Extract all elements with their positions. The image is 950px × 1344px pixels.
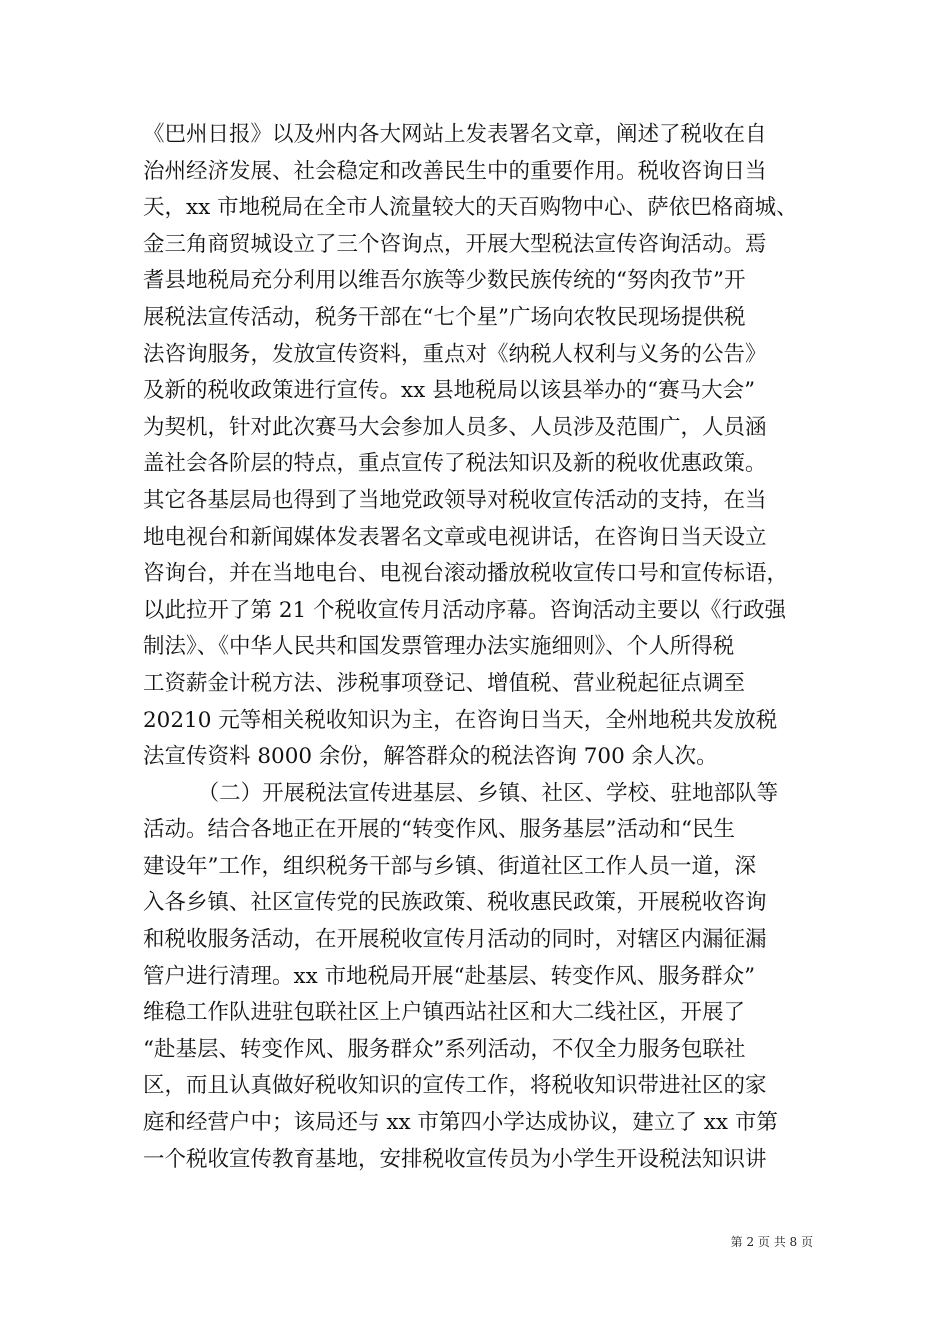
text-line: 以此拉开了第 21 个税收宣传月活动序幕。咨询活动主要以《行政强 <box>143 597 787 623</box>
text-line: 和税收服务活动，在开展税收宣传月活动的同时，对辖区内漏征漏 <box>143 927 767 953</box>
text-line: 制法》、《中华人民共和国发票管理办法实施细则》、个人所得税 <box>143 634 735 660</box>
text-line: 其它各基层局也得到了当地党政领导对税收宣传活动的支持，在当 <box>143 487 767 513</box>
text-line: 维稳工作队进驻包联社区上户镇西站社区和大二线社区，开展了 <box>143 1000 746 1026</box>
body-text <box>143 117 813 1178</box>
text-line: 盖社会各阶层的特点，重点宣传了税法知识及新的税收优惠政策。 <box>143 451 767 477</box>
text-line: 天，xx 市地税局在全市人流量较大的天百购物中心、萨依巴格商城、 <box>143 195 798 221</box>
text-line: 耆县地税局充分利用以维吾尔族等少数民族传统的“努肉孜节”开 <box>143 268 746 294</box>
text-line: 及新的税收政策进行宣传。xx 县地税局以该县举办的“赛马大会” <box>143 378 756 404</box>
text-line: 为契机，针对此次赛马大会参加人员多、人员涉及范围广，人员涵 <box>143 414 767 440</box>
text-line: 庭和经营户中；该局还与 xx 市第四小学达成协议，建立了 xx 市第 <box>143 1110 778 1136</box>
text-line: 20210 元等相关税收知识为主，在咨询日当天，全州地税共发放税 <box>143 707 778 733</box>
text-line: 法宣传资料 8000 余份，解答群众的税法咨询 700 余人次。 <box>143 744 718 770</box>
text-line: 区，而且认真做好税收知识的宣传工作，将税收知识带进社区的家 <box>143 1073 767 1099</box>
text-line: （二）开展税法宣传进基层、乡镇、社区、学校、驻地部队等 <box>143 780 779 806</box>
text-line: 管户进行清理。xx 市地税局开展“赴基层、转变作风、服务群众” <box>143 963 756 989</box>
text-line: 工资薪金计税方法、涉税事项登记、增值税、营业税起征点调至 <box>143 670 746 696</box>
text-line: 《巴州日报》以及州内各大网站上发表署名文章，阐述了税收在自 <box>143 122 767 147</box>
text-line: 展税法宣传活动，税务干部在“七个星”广场向农牧民现场提供税 <box>143 304 746 330</box>
text-line: 建设年”工作，组织税务干部与乡镇、街道社区工作人员一道，深 <box>143 853 756 879</box>
text-line: 金三角商贸城设立了三个咨询点，开展大型税法宣传咨询活动。焉 <box>143 231 767 257</box>
text-line: 地电视台和新闻媒体发表署名文章或电视讲话，在咨询日当天设立 <box>143 524 767 550</box>
text-line: 治州经济发展、社会稳定和改善民生中的重要作用。税收咨询日当 <box>143 158 767 184</box>
text-line: 咨询台，并在当地电台、电视台滚动播放税收宣传口号和宣传标语， <box>143 561 789 587</box>
text-line: 入各乡镇、社区宣传党的民族政策、税收惠民政策，开展税收咨询 <box>143 890 767 916</box>
text-line: “赴基层、转变作风、服务群众”系列活动，不仅全力服务包联社 <box>143 1036 746 1062</box>
text-line: 法咨询服务，发放宣传资料，重点对《纳税人权利与义务的公告》 <box>143 341 767 367</box>
page-number: 第 2 页 共 8 页 <box>730 1235 813 1249</box>
text-line: 活动。结合各地正在开展的“转变作风、服务基层”活动和“民生 <box>143 817 735 843</box>
text-line: 一个税收宣传教育基地，安排税收宣传员为小学生开设税法知识讲 <box>143 1146 767 1172</box>
